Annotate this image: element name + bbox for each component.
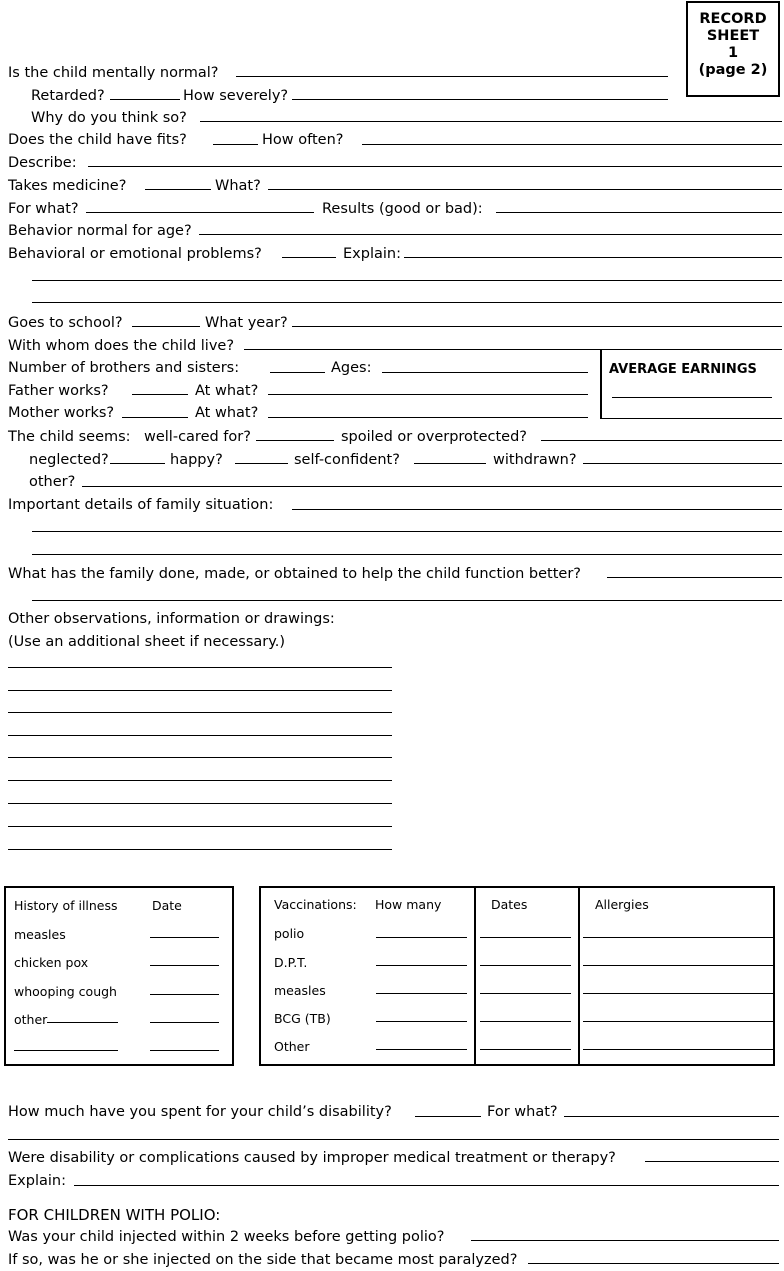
field-other[interactable] (82, 486, 782, 487)
allergies-line-1[interactable] (583, 937, 773, 938)
illness-date-chicken-pox[interactable] (150, 965, 219, 966)
label-additional: (Use an additional sheet if necessary.) (8, 634, 286, 650)
illness-date-other[interactable] (150, 1022, 219, 1023)
label-mother: Mother works? (8, 405, 115, 421)
field-family-done-2[interactable] (32, 600, 782, 601)
label-cared: well-cared for? (144, 429, 251, 445)
vacc-row-dpt: D.P.T. (274, 955, 308, 970)
label-improper: Were disability or complications caused by improper medical treatment or therapy? (8, 1150, 616, 1166)
label-what: What? (215, 178, 261, 194)
vacc-how-polio[interactable] (376, 937, 467, 938)
label-injected: Was your child injected within 2 weeks before getting polio? (8, 1229, 445, 1245)
field-explain-2[interactable] (32, 280, 782, 281)
vacc-how-bcg[interactable] (376, 1021, 467, 1022)
field-for-what[interactable] (86, 212, 314, 213)
illness-table (4, 886, 234, 1066)
field-explain-improper[interactable] (74, 1185, 779, 1186)
field-mother[interactable] (122, 417, 188, 418)
illness-date-extra[interactable] (150, 1050, 219, 1051)
label-spent: How much have you spent for your child’s disability? (8, 1104, 392, 1120)
obs-line-2[interactable] (8, 690, 392, 691)
vacc-dates-polio[interactable] (480, 937, 571, 938)
record-line-4: (page 2) (698, 62, 768, 78)
allergies-line-2[interactable] (583, 965, 773, 966)
field-severely[interactable] (292, 99, 668, 100)
label-happy: happy? (170, 452, 223, 468)
earnings-box-bottom (600, 418, 782, 419)
label-father: Father works? (8, 383, 109, 399)
vacc-dates-other[interactable] (480, 1049, 571, 1050)
field-confident[interactable] (414, 463, 486, 464)
vacc-header-vaccinations: Vaccinations: (274, 897, 357, 912)
vacc-row-bcg: BCG (TB) (274, 1011, 331, 1026)
field-explain[interactable] (404, 257, 782, 258)
illness-date-measles[interactable] (150, 937, 219, 938)
illness-row-whooping-cough: whooping cough (14, 984, 117, 999)
label-side: If so, was he or she injected on the side that became most paralyzed? (8, 1252, 518, 1268)
field-average-earnings[interactable] (612, 397, 772, 398)
vacc-how-other[interactable] (376, 1049, 467, 1050)
vacc-divider-2 (578, 886, 580, 1066)
obs-line-1[interactable] (8, 667, 392, 668)
field-year[interactable] (292, 326, 782, 327)
vacc-header-dates: Dates (491, 897, 528, 912)
vacc-row-other: Other (274, 1039, 310, 1054)
field-medicine[interactable] (145, 189, 211, 190)
obs-line-8[interactable] (8, 826, 392, 827)
label-fits: Does the child have fits? (8, 132, 187, 148)
field-siblings[interactable] (270, 372, 325, 373)
earnings-box-left (600, 349, 602, 419)
label-often: How often? (262, 132, 344, 148)
vacc-dates-dpt[interactable] (480, 965, 571, 966)
label-severely: How severely? (183, 88, 289, 104)
obs-line-7[interactable] (8, 803, 392, 804)
vacc-header-allergies: Allergies (595, 897, 649, 912)
obs-line-5[interactable] (8, 757, 392, 758)
field-live[interactable] (244, 349, 782, 350)
label-details: Important details of family situation: (8, 497, 274, 513)
illness-date-whooping-cough[interactable] (150, 994, 219, 995)
label-withdrawn: withdrawn? (493, 452, 577, 468)
obs-line-3[interactable] (8, 712, 392, 713)
field-cared[interactable] (256, 440, 334, 441)
label-for-what: For what? (8, 201, 79, 217)
field-happy[interactable] (235, 463, 288, 464)
label-live: With whom does the child live? (8, 338, 235, 354)
label-father-at-what: At what? (195, 383, 259, 399)
label-mental: Is the child mentally normal? (8, 65, 219, 81)
label-confident: self-confident? (294, 452, 400, 468)
vaccination-table (259, 886, 775, 1066)
illness-extra-name[interactable] (14, 1050, 118, 1051)
obs-line-4[interactable] (8, 735, 392, 736)
obs-line-6[interactable] (8, 780, 392, 781)
vacc-dates-bcg[interactable] (480, 1021, 571, 1022)
field-spent[interactable] (415, 1116, 481, 1117)
label-describe: Describe: (8, 155, 77, 171)
vacc-dates-measles[interactable] (480, 993, 571, 994)
field-family-done[interactable] (607, 577, 782, 578)
field-details[interactable] (292, 509, 782, 510)
field-school[interactable] (132, 326, 200, 327)
allergies-line-5[interactable] (583, 1049, 773, 1050)
field-neglected[interactable] (110, 463, 165, 464)
field-ages[interactable] (382, 372, 588, 373)
obs-line-9[interactable] (8, 849, 392, 850)
label-problems: Behavioral or emotional problems? (8, 246, 262, 262)
field-spent-for-what[interactable] (564, 1116, 779, 1117)
illness-other-name[interactable] (47, 1022, 118, 1023)
label-explain-2: Explain: (8, 1173, 66, 1189)
allergies-line-3[interactable] (583, 993, 773, 994)
field-details-2[interactable] (32, 531, 782, 532)
field-often[interactable] (362, 144, 782, 145)
illness-header-history: History of illness (14, 898, 118, 913)
illness-row-chicken-pox: chicken pox (14, 955, 89, 970)
vacc-divider-1 (474, 886, 476, 1066)
label-explain: Explain: (343, 246, 401, 262)
label-other: other? (29, 474, 76, 490)
label-school: Goes to school? (8, 315, 123, 331)
field-side[interactable] (528, 1263, 779, 1264)
vacc-how-measles[interactable] (376, 993, 467, 994)
vacc-how-dpt[interactable] (376, 965, 467, 966)
field-father[interactable] (132, 394, 188, 395)
label-why: Why do you think so? (31, 110, 187, 126)
field-why[interactable] (200, 121, 782, 122)
field-father-at-what[interactable] (268, 394, 588, 395)
field-results[interactable] (496, 212, 782, 213)
label-mother-at-what: At what? (195, 405, 259, 421)
label-spent-for-what: For what? (487, 1104, 558, 1120)
field-spoiled[interactable] (541, 440, 782, 441)
field-describe[interactable] (88, 166, 782, 167)
record-sheet-box (686, 1, 780, 97)
allergies-line-4[interactable] (583, 1021, 773, 1022)
vacc-header-how-many: How many (375, 897, 442, 912)
label-behavior: Behavior normal for age? (8, 223, 192, 239)
label-seems: The child seems: (8, 429, 131, 445)
field-improper[interactable] (645, 1161, 779, 1162)
label-results: Results (good or bad): (322, 201, 483, 217)
record-line-3: 1 (727, 45, 739, 61)
field-details-3[interactable] (32, 554, 782, 555)
field-mother-at-what[interactable] (268, 417, 588, 418)
field-what[interactable] (268, 189, 782, 190)
field-fits[interactable] (213, 144, 258, 145)
field-retarded[interactable] (110, 99, 180, 100)
field-withdrawn[interactable] (583, 463, 782, 464)
label-neglected: neglected? (29, 452, 109, 468)
record-line-1: RECORD (699, 11, 767, 27)
label-average-earnings: AVERAGE EARNINGS (609, 362, 757, 377)
label-family-done: What has the family done, made, or obtained to help the child function better? (8, 566, 581, 582)
field-mental[interactable] (236, 76, 668, 77)
label-siblings: Number of brothers and sisters: (8, 360, 240, 376)
illness-row-other: other (14, 1012, 48, 1027)
polio-heading: FOR CHILDREN WITH POLIO: (8, 1206, 221, 1224)
label-retarded: Retarded? (31, 88, 105, 104)
label-spoiled: spoiled or overprotected? (341, 429, 528, 445)
field-spent-2[interactable] (8, 1139, 779, 1140)
vacc-row-measles: measles (274, 983, 326, 998)
vacc-row-polio: polio (274, 926, 305, 941)
illness-row-measles: measles (14, 927, 66, 942)
field-problems[interactable] (282, 257, 336, 258)
label-medicine: Takes medicine? (8, 178, 127, 194)
illness-header-date: Date (152, 898, 182, 913)
field-behavior[interactable] (199, 234, 782, 235)
record-line-2: SHEET (706, 28, 760, 44)
field-injected[interactable] (471, 1240, 779, 1241)
label-ages: Ages: (331, 360, 372, 376)
label-year: What year? (205, 315, 288, 331)
label-observations: Other observations, information or drawings: (8, 611, 335, 627)
field-explain-3[interactable] (32, 302, 782, 303)
